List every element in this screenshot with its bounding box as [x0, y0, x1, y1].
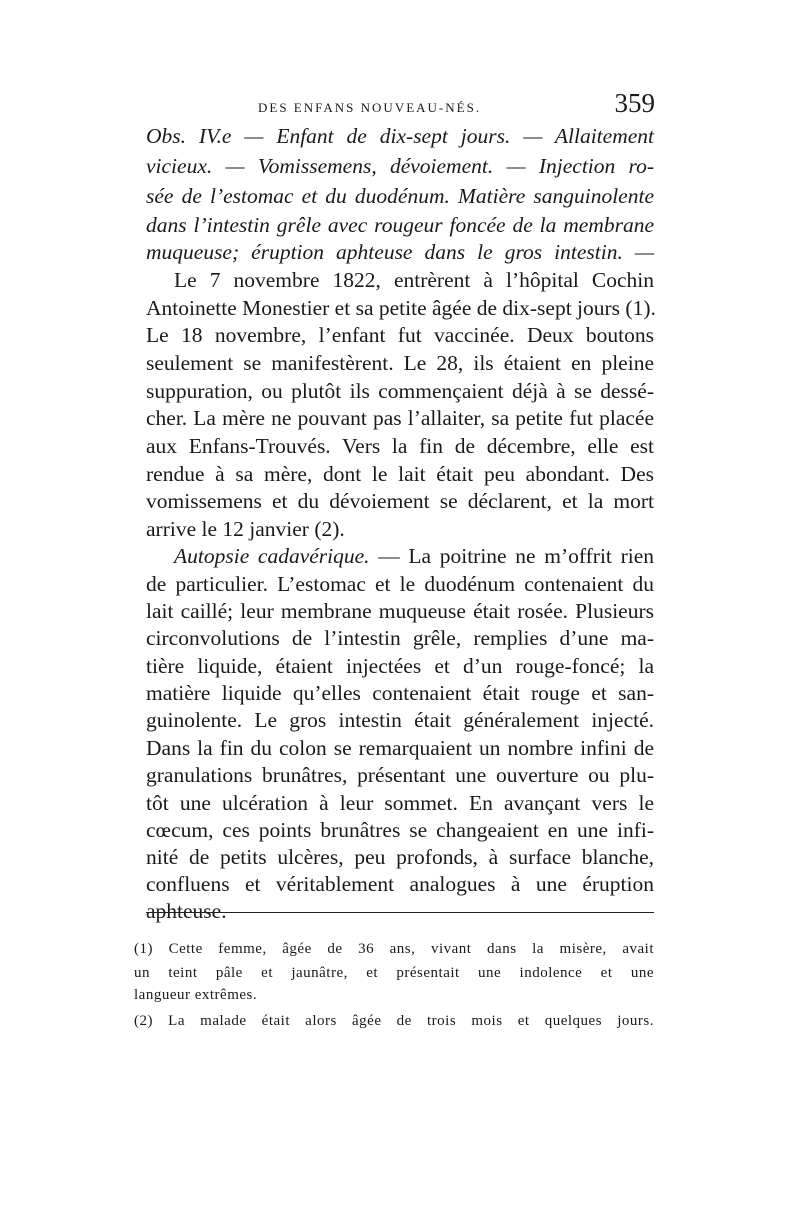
case-text-line: vomissemens et du dévoiement se déclarent, et la mort: [146, 489, 654, 513]
case-text-line: suppuration, ou plutôt ils commençaient déjà à se dessé-: [146, 379, 654, 403]
autopsy-first-line: [174, 544, 654, 568]
observation-heading-line: muqueuse; éruption aphteuse dans le gros intestin. —: [146, 240, 654, 264]
observation-heading-line: vicieux. — Vomissemens, dévoiement. — Injection ro-: [146, 154, 654, 178]
autopsy-text-line: guinolente. Le gros intestin était généralement injecté.: [146, 708, 654, 732]
autopsy-first-text: — La poitrine ne m’offrit rien: [369, 544, 654, 568]
running-title: DES ENFANS NOUVEAU-NÉS.: [258, 100, 482, 115]
case-text-line: arrive le 12 janvier (2).: [146, 517, 345, 541]
case-text-line: aux Enfans-Trouvés. Vers la fin de décembre, elle est: [146, 434, 654, 458]
autopsy-text-line: granulations brunâtres, présentant une ouverture ou plu-: [146, 763, 654, 787]
footnote-line: un teint pâle et jaunâtre, et présentait une indolence et une: [134, 965, 654, 981]
autopsy-text-line: matière liquide qu’elles contenaient était rouge et san-: [146, 681, 654, 705]
running-head: [150, 88, 655, 128]
page-number: 359: [614, 88, 655, 118]
autopsy-text-line: confluens et véritablement analogues à une éruption: [146, 872, 654, 896]
autopsy-text-line: tôt une ulcération à leur sommet. En avançant vers le: [146, 791, 654, 815]
case-text-line: cher. La mère ne pouvant pas l’allaiter, sa petite fut placée: [146, 406, 654, 430]
observation-heading-line: sée de l’estomac et du duodénum. Matière sanguinolente: [146, 184, 654, 208]
case-text-line: Le 7 novembre 1822, entrèrent à l’hôpital Cochin: [174, 268, 654, 292]
case-text-line: Le 18 novembre, l’enfant fut vaccinée. Deux boutons: [146, 323, 654, 347]
autopsy-text-line: cœcum, ces points brunâtres se changeaient en une infi-: [146, 818, 654, 842]
footnote-line: (2) La malade était alors âgée de trois mois et quelques jours.: [134, 1013, 654, 1029]
case-text-line: seulement se manifestèrent. Le 28, ils étaient en pleine: [146, 351, 654, 375]
autopsy-text-line: Dans la fin du colon se remarquaient un nombre infini de: [146, 736, 654, 760]
autopsy-text-line: tière liquide, étaient injectées et d’un rouge-foncé; la: [146, 654, 654, 678]
autopsy-label: Autopsie cadavérique.: [174, 544, 370, 568]
autopsy-text-line: de particulier. L’estomac et le duodénum contenaient du: [146, 572, 654, 596]
footnote-line: (1) Cette femme, âgée de 36 ans, vivant dans la misère, avait: [134, 941, 654, 957]
case-text-line: rendue à sa mère, dont le lait était peu abondant. Des: [146, 462, 654, 486]
observation-heading-line: dans l’intestin grêle avec rougeur foncée de la membrane: [146, 213, 654, 237]
footnote-rule: [146, 912, 654, 913]
autopsy-text-line: lait caillé; leur membrane muqueuse était rosée. Plusieurs: [146, 599, 654, 623]
autopsy-text-line: circonvolutions de l’intestin grêle, remplies d’une ma-: [146, 626, 654, 650]
autopsy-text-line: nité de petits ulcères, peu profonds, à surface blanche,: [146, 845, 654, 869]
footnote-line: langueur extrêmes.: [134, 987, 258, 1003]
case-text-line: Antoinette Monestier et sa petite âgée de dix-sept jours (1).: [146, 296, 656, 320]
observation-heading-line: Obs. IV.e — Enfant de dix-sept jours. — Allaitement: [146, 124, 654, 148]
autopsy-text-line: aphteuse.: [146, 899, 227, 923]
